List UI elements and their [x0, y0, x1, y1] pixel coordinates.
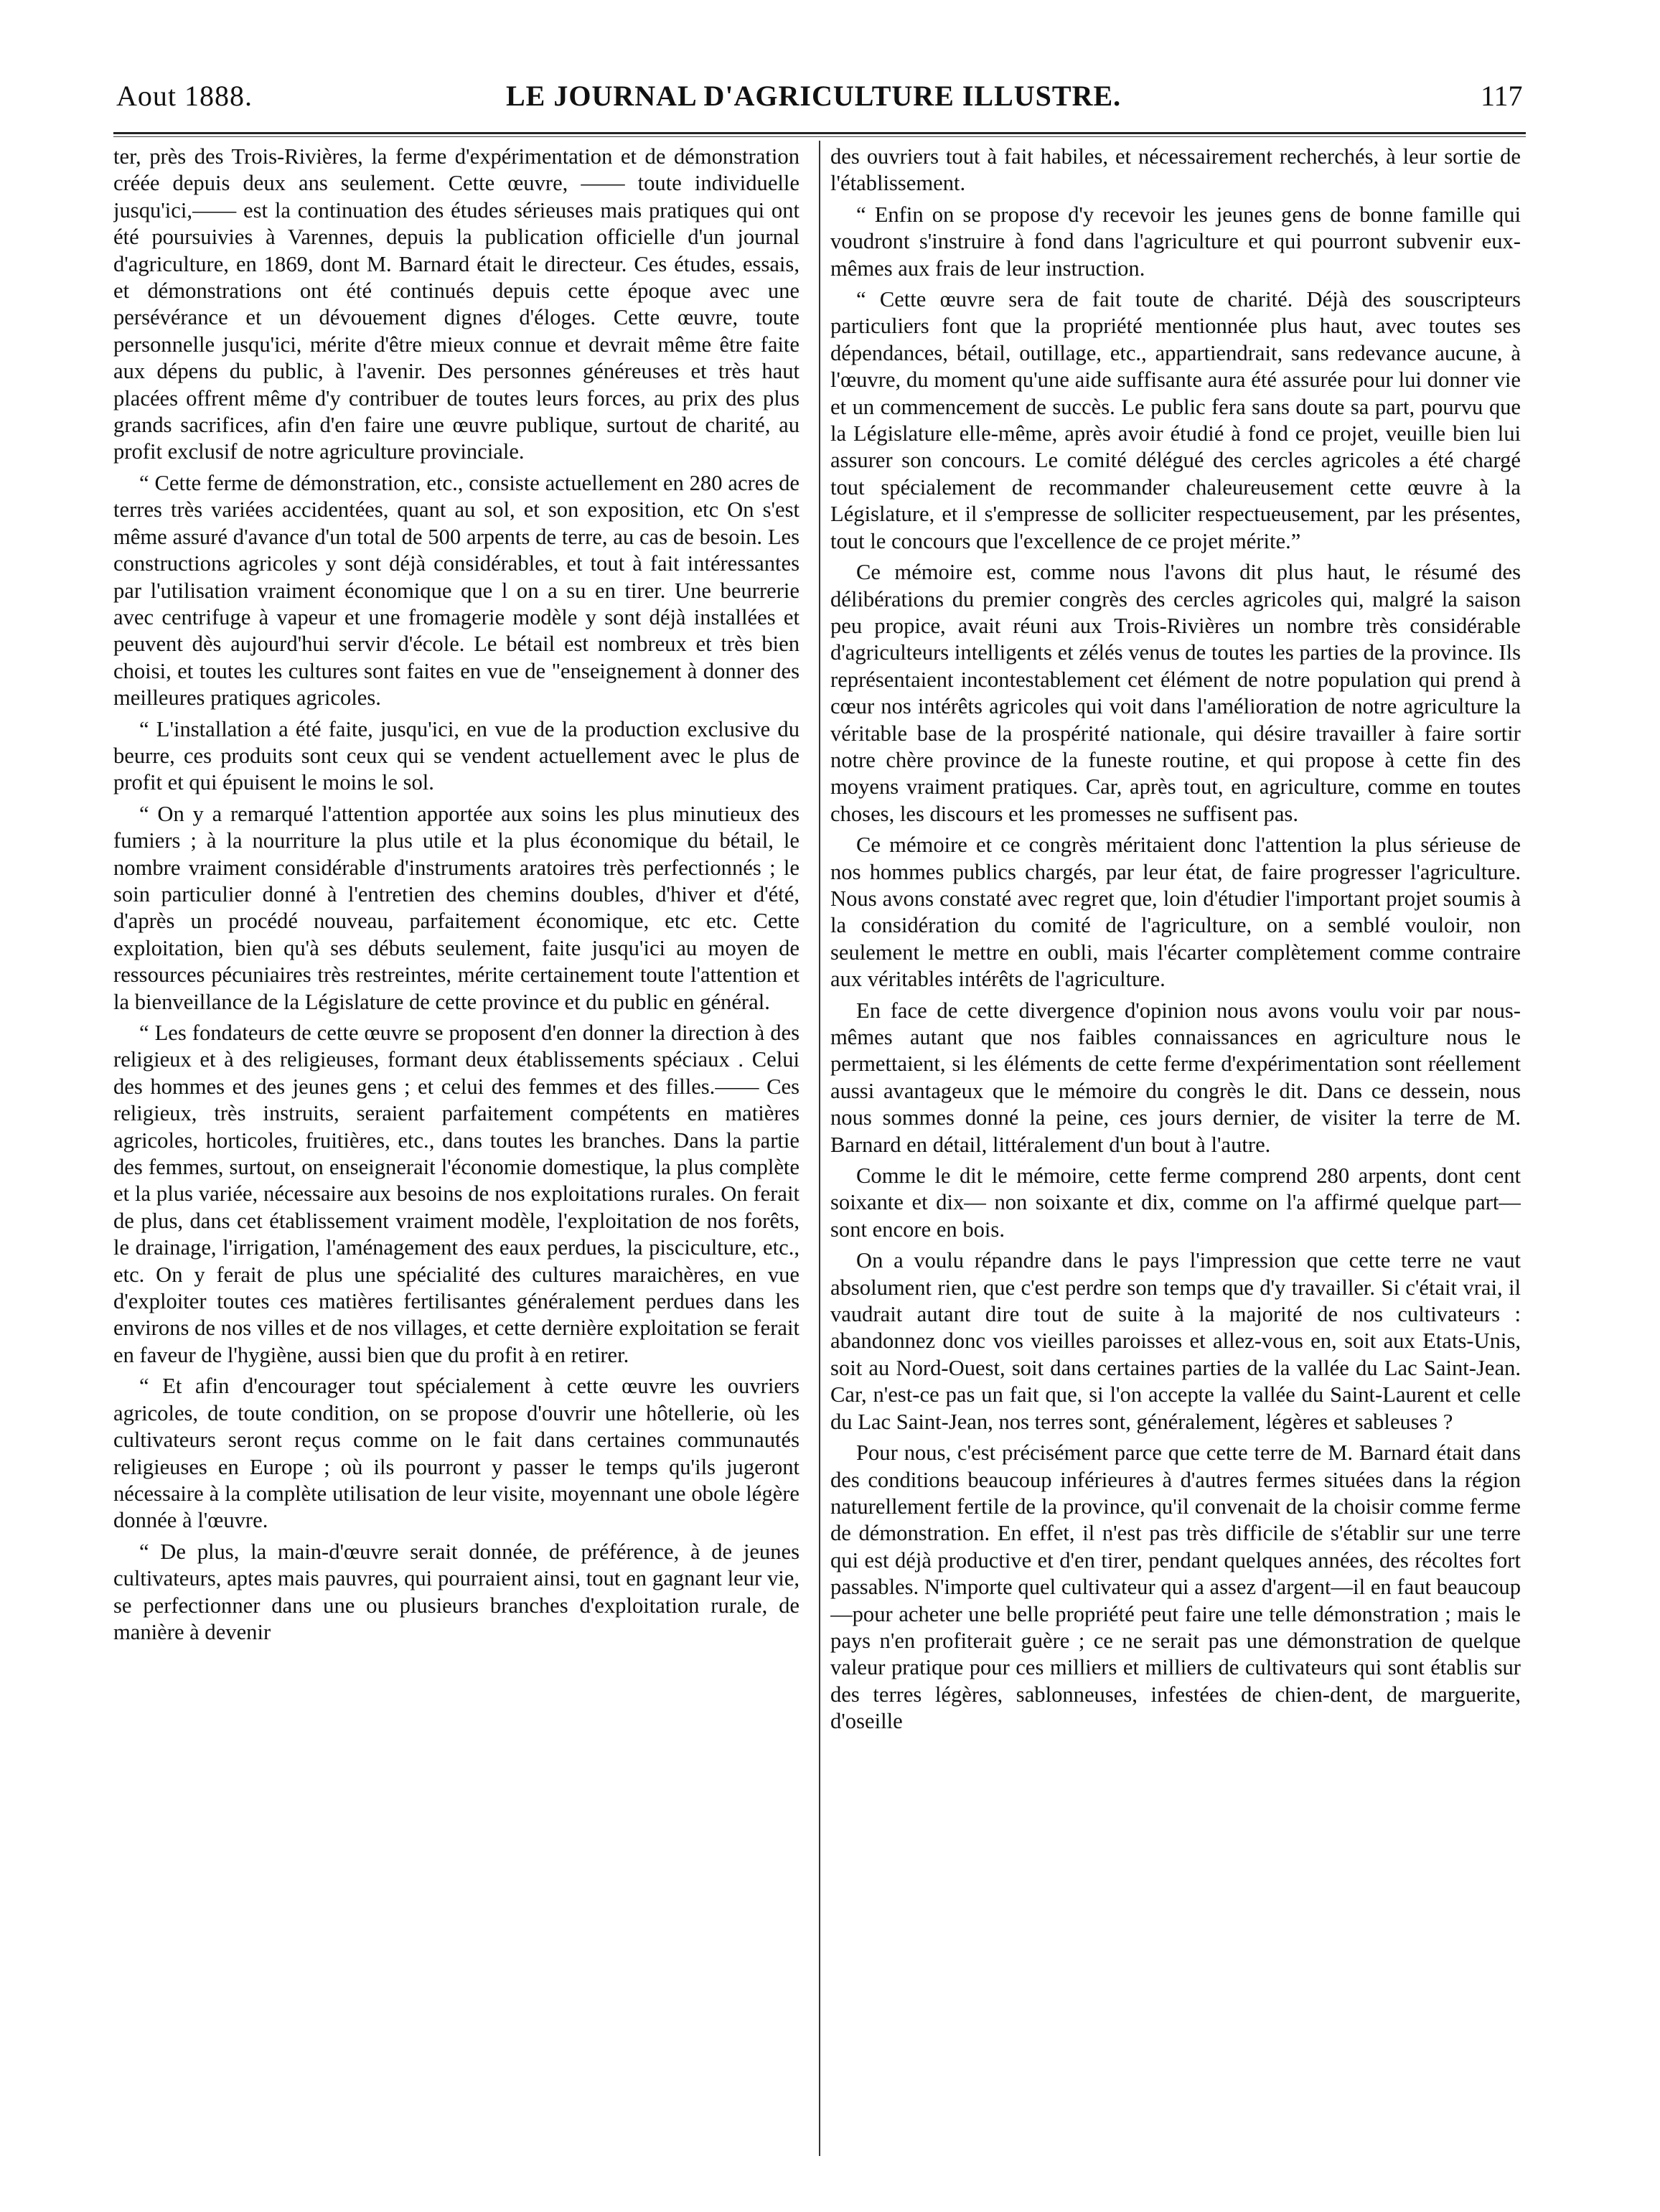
paragraph: “ Et afin d'encourager tout spécialement à cette œuvre les ouvriers agricoles, de toute condition, on se propose d'ouvrir une hôtellerie, où les cultivateurs seront reçus comme on le fait dans certaines communautés religieuses en Europe ; où ils pourront y passer le temps qu'ils jugeront nécessaire à la complète utilisation de leur visite, moyennant une obole légère donnée à l'œuvre. [113, 1374, 799, 1533]
paragraph: “ On y a remarqué l'attention apportée aux soins les plus minutieux des fumiers ; à la nourriture la plus utile et la plus économique du bétail, le nombre vraiment considérable d'instruments aratoires très perfectionnés ; le soin particulier donné à l'entretien des chemins doubles, d'hiver et d'été, d'après un procédé nouveau, parfaitement économique, etc etc. Cette exploitation, bien qu'à ses débuts seulement, faite jusqu'ici au moyen de ressources pécuniaires très restreintes, mérite certainement toute l'attention et la bienveillance de la Législature de cette province et du public en général. [113, 801, 799, 1014]
paragraph: ter, près des Trois-Rivières, la ferme d'expérimentation et de démonstration créée depuis deux ans seulement. Cette œuvre, —— toute individuelle jusqu'ici,—— est la continuation des études sérieuses mais pratiques qui ont été poursuivies à Varennes, depuis la publication officielle d'un journal d'agriculture, en 1869, dont M. Barnard était le directeur. Ces études, essais, et démonstrations ont été continués depuis cette époque avec une persévérance et un dévouement dignes d'éloges. Cette œuvre, toute personnelle jusqu'ici, mérite d'être mieux connue et devrait même être faite aux dépens du public, à l'avenir. Des personnes généreuses et très haut placées offrent même d'y contribuer de toutes leurs forces, au prix des plus grands sacrifices, afin d'en faire une œuvre publique, surtout de charité, au profit exclusif de notre agriculture provinciale. [113, 144, 799, 464]
paragraph: On a voulu répandre dans le pays l'impression que cette terre ne vaut absolument rien, que c'est perdre son temps que d'y travailler. Si c'était vrai, il vaudrait autant dire tout de suite à la majorité de nos cultivateurs : abandonnez donc vos vieilles paroisses et allez-vous en, soit aux Etats-Unis, soit au Nord-Ouest, soit dans certaines parties de la vallée du Lac Saint-Jean. Car, n'est-ce pas un fait que, si l'on accepte la vallée du Saint-Laurent et celle du Lac Saint-Jean, nos terres sont, généralement, légères et sableuses ? [830, 1248, 1521, 1434]
paragraph: “ Enfin on se propose d'y recevoir les jeunes gens de bonne famille qui voudront s'instruire à fond dans l'agriculture et qui pourront subvenir eux-mêmes aux frais de leur instruction. [830, 202, 1521, 281]
paragraph: des ouvriers tout à fait habiles, et nécessairement recherchés, à leur sortie de l'établissement. [830, 144, 1521, 196]
paragraph: “ Les fondateurs de cette œuvre se proposent d'en donner la direction à des religieux et à des religieuses, formant deux établissements spéciaux . Celui des hommes et des jeunes gens ; et celui des femmes et des filles.—— Ces religieux, très instruits, seraient parfaitement compétents en matières agricoles, horticoles, fruitières, etc., dans toutes les branches. Dans la partie des femmes, surtout, on enseignerait l'économie domestique, la plus complète et la plus variée, nécessaire aux besoins de nos exploitations rurales. On ferait de plus, dans cet établissement vraiment modèle, l'exploitation de nos forêts, le drainage, l'irrigation, l'aménagement des eaux perdues, la pisciculture, etc., etc. On y ferait de plus une spécialité des cultures maraichères, en vue d'exploiter toutes ces matières fertilisantes généralement perdues dans les environs de nos villes et de nos villages, et cette dernière exploitation se ferait en faveur de l'hygiène, aussi bien que du profit à en retirer. [113, 1021, 799, 1367]
header-page-number: 117 [1481, 80, 1523, 112]
paragraph: “ L'installation a été faite, jusqu'ici, en vue de la production exclusive du beurre, ces produits sont ceux qui se vendent actuellement avec le plus de profit et qui épuisent le moins le sol. [113, 716, 799, 795]
header-rule [113, 132, 1526, 134]
right-column [830, 144, 1521, 2157]
header-journal-title: LE JOURNAL D'AGRICULTURE ILLUSTRE. [506, 80, 1122, 112]
paragraph: Pour nous, c'est précisément parce que cette terre de M. Barnard était dans des conditions beaucoup inférieures à d'autres fermes situées dans la région naturellement fertile de la province, qu'il convenait de la choisir comme ferme de démonstration. En effet, il n'est pas très difficile de s'établir sur une terre qui est déjà productive et d'en tirer, pendant quelques années, des récoltes fort passables. N'importe quel cultivateur qui a assez d'argent—il en faut beaucoup—pour acheter une belle propriété peut faire une telle démonstration ; mais le pays n'en profiterait guère ; ce ne serait pas une démonstration de quelque valeur pratique pour ces milliers et milliers de cultivateurs qui sont établis sur des terres légères, sablonneuses, infestées de chien-dent, de marguerite, d'oseille [830, 1440, 1521, 1734]
paragraph: En face de cette divergence d'opinion nous avons voulu voir par nous-mêmes autant que nos faibles connaissances en agriculture nous le permettaient, si les éléments de cette ferme d'expérimentation sont réellement aussi avantageux que le mémoire du congrès le dit. Dans ce dessein, nous nous sommes donné la peine, ces jours dernier, de visiter la terre de M. Barnard en détail, littéralement d'un bout à l'autre. [830, 998, 1521, 1157]
paragraph: Comme le dit le mémoire, cette ferme comprend 280 arpents, dont cent soixante et dix— non soixante et dix, comme on l'a affirmé quelque part—sont encore en bois. [830, 1163, 1521, 1242]
paragraph: “ De plus, la main-d'œuvre serait donnée, de préférence, à de jeunes cultivateurs, aptes mais pauvres, qui pourraient ainsi, tout en gagnant leur vie, se perfectionner dans une ou plusieurs branches d'exploitation rurale, de manière à devenir [113, 1539, 799, 1644]
paragraph: Ce mémoire est, comme nous l'avons dit plus haut, le résumé des délibérations du premier congrès des cercles agricoles qui, malgré la saison peu propice, avait réuni aux Trois-Rivières un nombre très considérable d'agriculteurs intelligents et zélés venus de toutes les parties de la province. Ils représentaient incontestablement cet élément de notre population qui prend à cœur nos intérêts agricoles qui voit dans l'amélioration de notre agriculture la véritable base de la prospérité nationale, qui désire travailler à faire sortir notre chère province de la funeste routine, et qui propose à cette fin des moyens vraiment pratiques. Car, après tout, en agriculture, comme en toutes choses, les discours et les promesses ne suffisent pas. [830, 560, 1521, 826]
paragraph: Ce mémoire et ce congrès méritaient donc l'attention la plus sérieuse de nos hommes publics chargés, par leur état, de faire progresser l'agriculture. Nous avons constaté avec regret que, loin d'étudier l'important projet soumis à la considération du comité de l'agriculture, on a semblé vouloir, non seulement le mettre en oubli, mais l'écarter complètement comme contraire aux véritables intérêts de l'agriculture. [830, 833, 1521, 992]
header-date: Aout 1888. [116, 80, 253, 112]
left-column [113, 144, 799, 2157]
paragraph: “ Cette ferme de démonstration, etc., consiste actuellement en 280 acres de terres très variées accidentées, quant au sol, et son exposition, etc On s'est même assuré d'avance d'un total de 500 arpents de terre, au cas de besoin. Les constructions agricoles y sont déjà considérables, et tout à fait intéressantes par l'utilisation vraiment économique que l on a su en tirer. Une beurrerie avec centrifuge à vapeur et une fromagerie modèle y sont déjà installées et peuvent dès aujourd'hui servir d'école. Le bétail est nombreux et très bien choisi, et toutes les cultures sont faites en vue de "enseignement à donner des meilleures pratiques agricoles. [113, 470, 799, 711]
header-rule-thin [113, 136, 1526, 137]
column-divider [819, 141, 820, 2156]
paragraph: “ Cette œuvre sera de fait toute de charité. Déjà des souscripteurs particuliers font que la propriété mentionnée plus haut, avec toutes ses dépendances, bétail, outillage, etc., appartiendrait, sans redevance aucune, à l'œuvre, du moment qu'une aide suffisante aura été assurée pour lui donner vie et un commencement de succès. Le public fera sans doute sa part, pourvu que la Législature elle-même, après avoir étudié à fond ce projet, veuille bien lui assurer son concours. Le comité délégué des cercles agricoles a été chargé tout spécialement de recommander chaleureusement cette œuvre à la Législature, et il s'empresse de solliciter respectueusement, par les présentes, tout le concours que l'excellence de ce projet mérite.” [830, 287, 1521, 553]
